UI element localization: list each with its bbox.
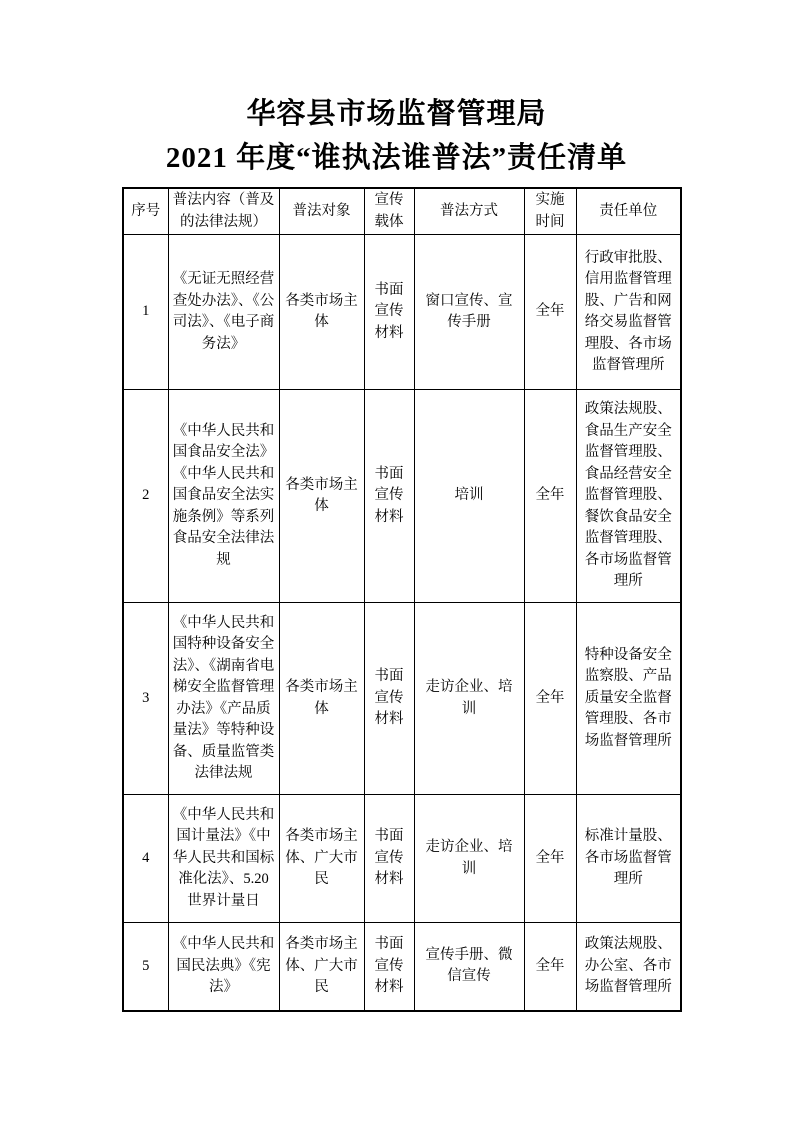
cell-method: 窗口宣传、宣传手册 <box>414 235 524 390</box>
cell-serial: 2 <box>123 390 168 603</box>
column-header-serial: 序号 <box>123 188 168 235</box>
document-subtitle: 2021 年度“谁执法谁普法”责任清单 <box>165 142 628 174</box>
cell-time: 全年 <box>524 235 576 390</box>
cell-audience: 各类市场主体、广大市民 <box>279 923 364 1011</box>
cell-unit: 政策法规股、办公室、各市场监督管理所 <box>576 923 681 1011</box>
cell-method: 培训 <box>414 390 524 603</box>
column-header-audience: 普法对象 <box>279 188 364 235</box>
column-header-method: 普法方式 <box>414 188 524 235</box>
cell-audience: 各类市场主体 <box>279 235 364 390</box>
cell-content: 《中华人民共和国食品安全法》《中华人民共和国食品安全法实施条例》等系列食品安全法律法规 <box>168 390 279 603</box>
cell-time: 全年 <box>524 923 576 1011</box>
table-row <box>123 603 681 795</box>
cell-carrier: 书面宣传材料 <box>364 923 414 1011</box>
table-row <box>123 235 681 390</box>
cell-serial: 5 <box>123 923 168 1011</box>
column-header-carrier: 宣传载体 <box>364 188 414 235</box>
column-header-content: 普法内容（普及的法律法规） <box>168 188 279 235</box>
cell-time: 全年 <box>524 390 576 603</box>
column-header-time: 实施时间 <box>524 188 576 235</box>
cell-unit: 标准计量股、各市场监督管理所 <box>576 795 681 923</box>
cell-content: 《中华人民共和国民法典》《宪法》 <box>168 923 279 1011</box>
table-row <box>123 923 681 1011</box>
cell-content: 《无证无照经营查处办法》、《公司法》、《电子商务法》 <box>168 235 279 390</box>
column-header-unit: 责任单位 <box>576 188 681 235</box>
cell-carrier: 书面宣传材料 <box>364 603 414 795</box>
cell-method: 走访企业、培训 <box>414 795 524 923</box>
cell-content: 《中华人民共和国特种设备安全法》、《湖南省电梯安全监督管理办法》《产品质量法》等特种设备、质量监管类法律法规 <box>168 603 279 795</box>
responsibility-table <box>122 187 682 1012</box>
cell-serial: 4 <box>123 795 168 923</box>
table-row <box>123 390 681 603</box>
cell-time: 全年 <box>524 603 576 795</box>
cell-carrier: 书面宣传材料 <box>364 235 414 390</box>
cell-audience: 各类市场主体、广大市民 <box>279 795 364 923</box>
cell-time: 全年 <box>524 795 576 923</box>
cell-unit: 行政审批股、信用监督管理股、广告和网络交易监督管理股、各市场监督管理所 <box>576 235 681 390</box>
cell-serial: 3 <box>123 603 168 795</box>
cell-unit: 政策法规股、食品生产安全监督管理股、食品经营安全监督管理股、餐饮食品安全监督管理股、各市场监督管理所 <box>576 390 681 603</box>
cell-method: 走访企业、培训 <box>414 603 524 795</box>
table-row <box>123 795 681 923</box>
cell-audience: 各类市场主体 <box>279 390 364 603</box>
cell-serial: 1 <box>123 235 168 390</box>
document-title: 华容县市场监督管理局 <box>246 98 547 130</box>
cell-method: 宣传手册、微信宣传 <box>414 923 524 1011</box>
table-header-row <box>123 188 681 235</box>
cell-content: 《中华人民共和国计量法》《中华人民共和国标准化法》、5.20 世界计量日 <box>168 795 279 923</box>
cell-carrier: 书面宣传材料 <box>364 795 414 923</box>
cell-unit: 特种设备安全监察股、产品质量安全监督管理股、各市场监督管理所 <box>576 603 681 795</box>
cell-carrier: 书面宣传材料 <box>364 390 414 603</box>
cell-audience: 各类市场主体 <box>279 603 364 795</box>
